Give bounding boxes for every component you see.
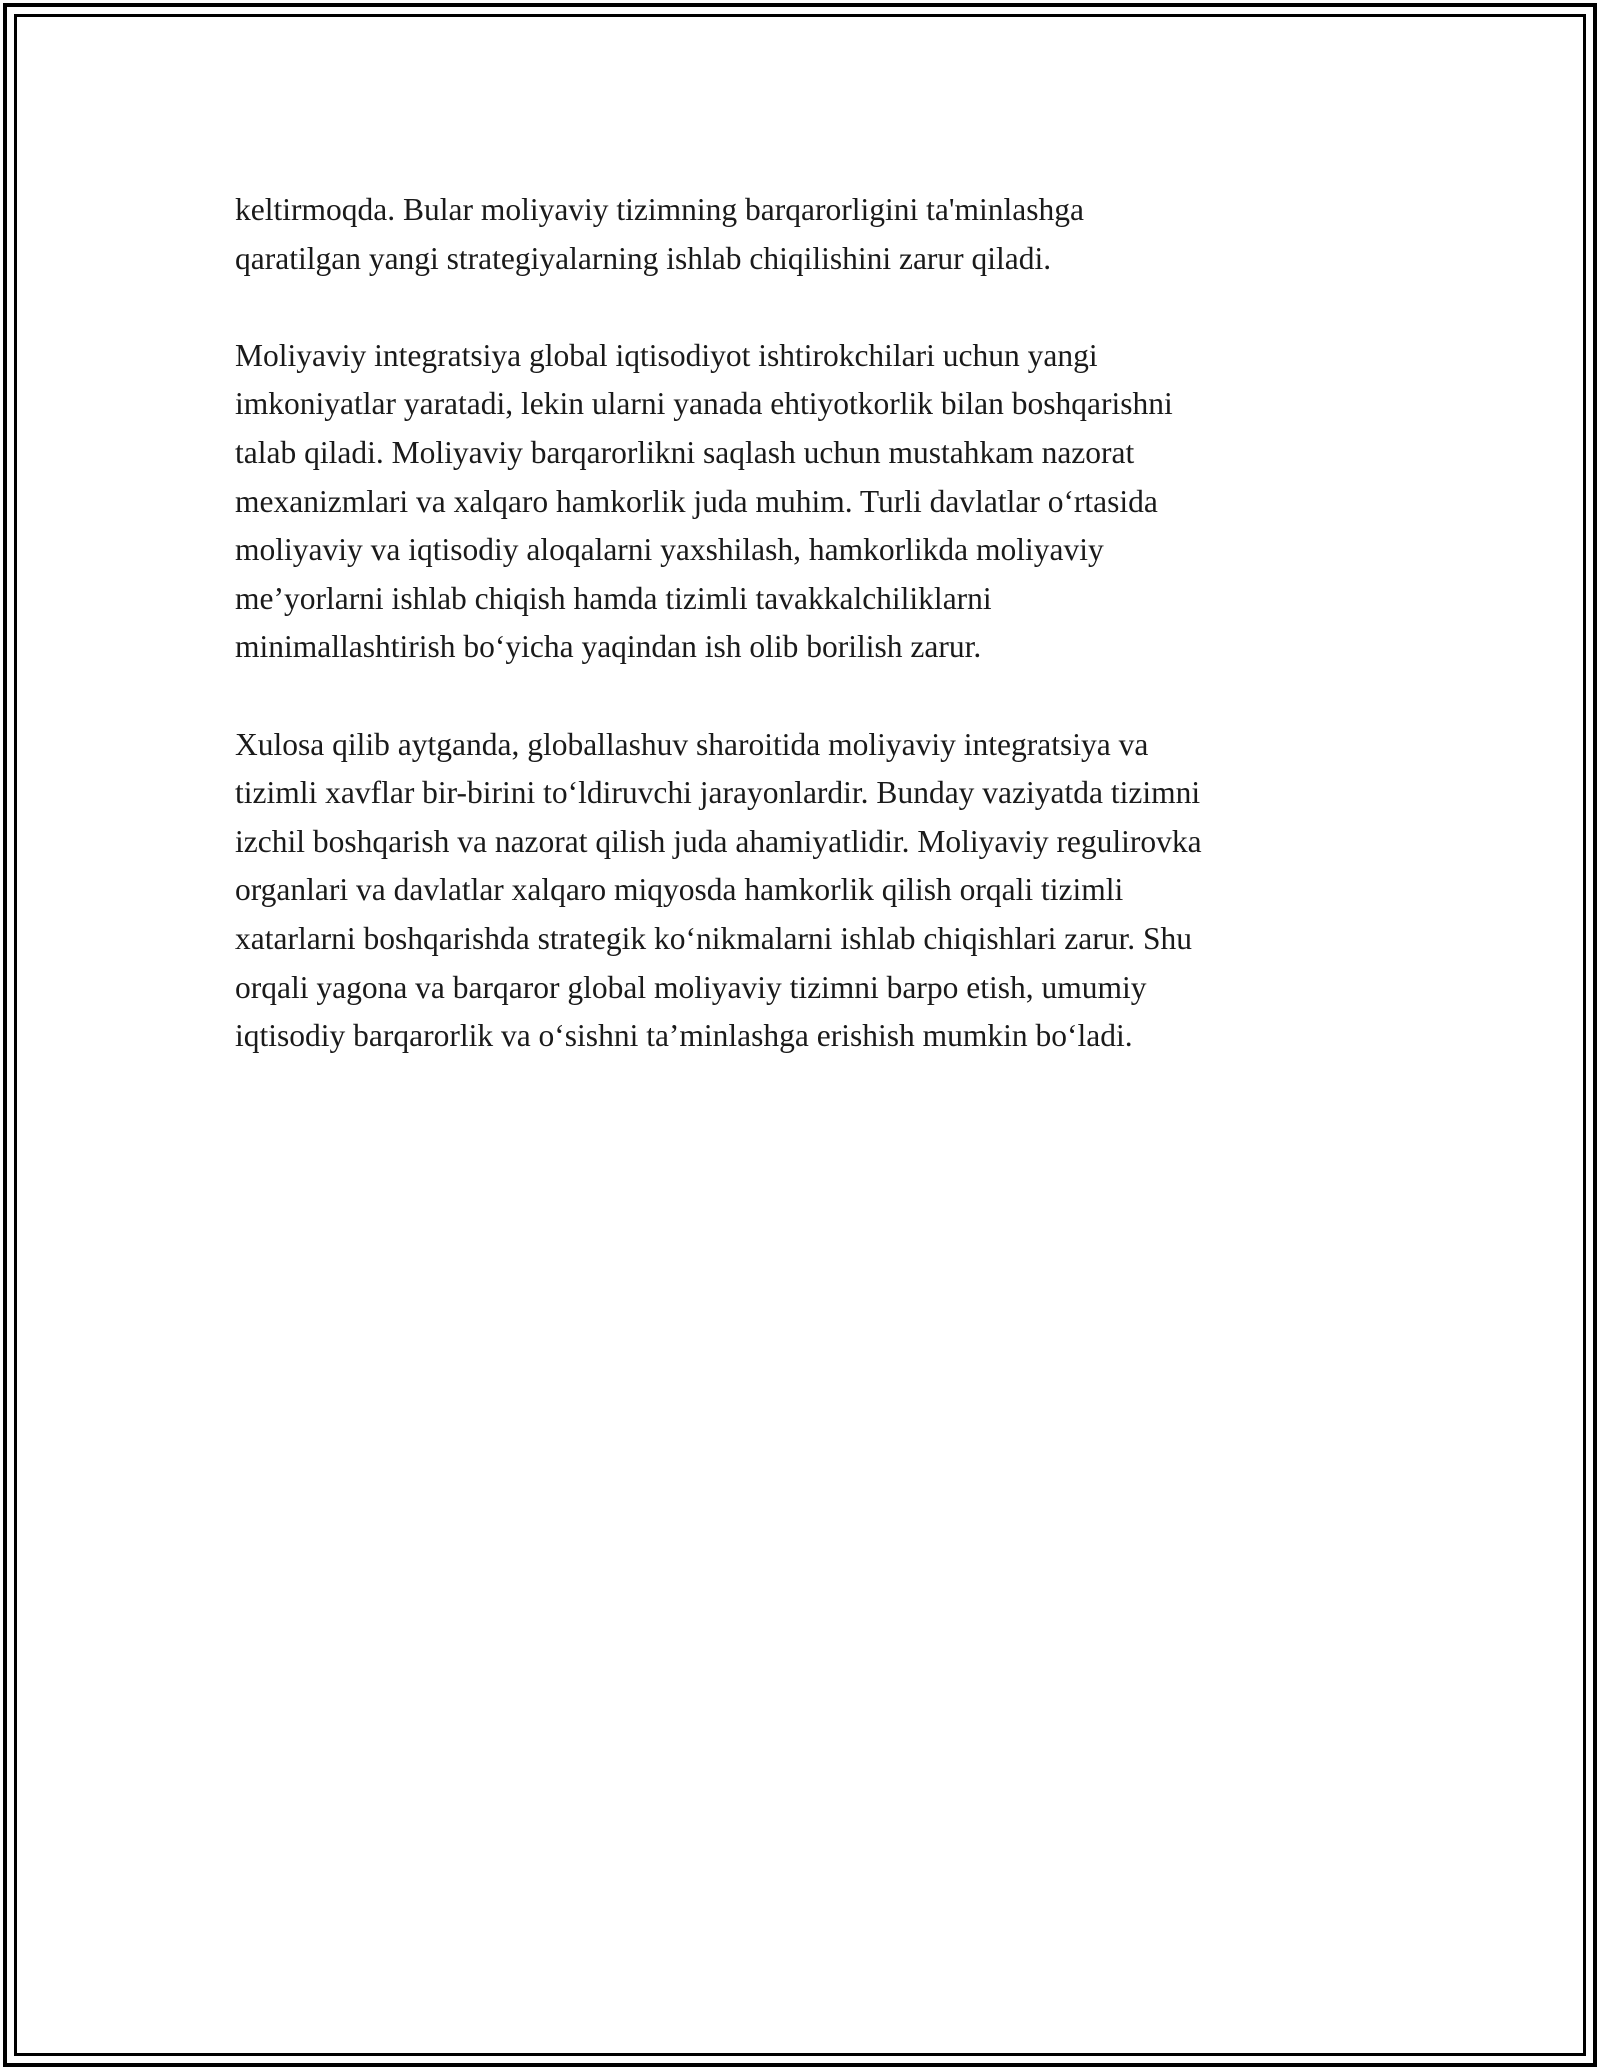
paragraph-3 <box>235 721 1375 1061</box>
paragraph-1 <box>235 186 1375 283</box>
text-line: minimallashtirish bo‘yicha yaqindan ish olib borilish zarur. <box>235 629 982 665</box>
text-line: Moliyaviy integratsiya global iqtisodiyot ishtirokchilari uchun yangi <box>235 337 1098 373</box>
text-line: Xulosa qilib aytganda, globallashuv sharoitida moliyaviy integratsiya va <box>235 726 1149 762</box>
text-line: organlari va davlatlar xalqaro miqyosda hamkorlik qilish orqali tizimli <box>235 872 1124 908</box>
text-line: orqali yagona va barqaror global moliyaviy tizimni barpo etish, umumiy <box>235 969 1147 1005</box>
text-line: talab qiladi. Moliyaviy barqarorlikni saqlash uchun mustahkam nazorat <box>235 434 1135 470</box>
text-line: me’yorlarni ishlab chiqish hamda tizimli tavakkalchiliklarni <box>235 580 992 616</box>
text-line: tizimli xavflar bir-birini to‘ldiruvchi jarayonlardir. Bunday vaziyatda tizimni <box>235 775 1201 811</box>
text-line: moliyaviy va iqtisodiy aloqalarni yaxshilash, hamkorlikda moliyaviy <box>235 532 1104 568</box>
text-line: imkoniyatlar yaratadi, lekin ularni yanada ehtiyotkorlik bilan boshqarishni <box>235 386 1173 422</box>
text-line: qaratilgan yangi strategiyalarning ishlab chiqilishini zarur qiladi. <box>235 240 1052 276</box>
text-line: keltirmoqda. Bular moliyaviy tizimning barqarorligini ta'minlashga <box>235 192 1084 227</box>
document-body <box>235 186 1375 1109</box>
paragraph-2 <box>235 332 1375 672</box>
text-line: izchil boshqarish va nazorat qilish juda ahamiyatlidir. Moliyaviy regulirovka <box>235 823 1202 859</box>
text-line: mexanizmlari va xalqaro hamkorlik juda muhim. Turli davlatlar o‘rtasida <box>235 483 1158 519</box>
text-line: xatarlarni boshqarishda strategik ko‘nikmalarni ishlab chiqishlari zarur. Shu <box>235 920 1192 956</box>
text-line: iqtisodiy barqarorlik va o‘sishni ta’minlashga erishish mumkin bo‘ladi. <box>235 1018 1133 1054</box>
